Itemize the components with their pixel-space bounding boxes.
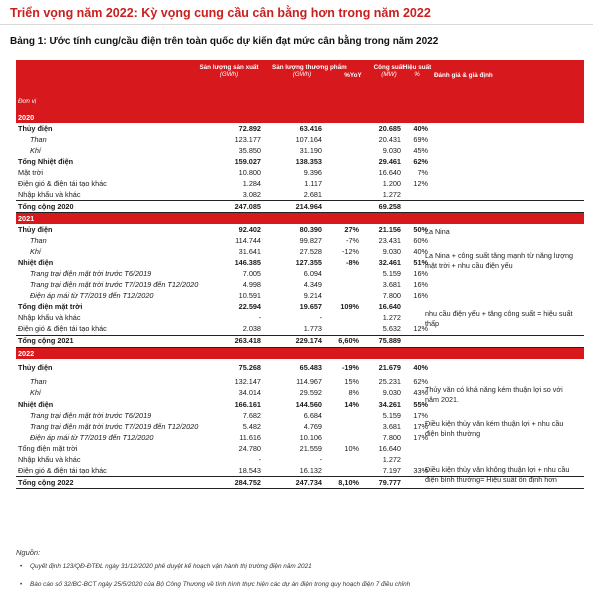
cell-commercial: 114.967 — [296, 377, 322, 387]
row-label: Tổng cộng 2021 — [18, 336, 74, 346]
row-label: Trang trại điện mặt trời trước T7/2019 đến T12/2020 — [30, 421, 199, 431]
table-row — [16, 280, 584, 291]
source-label: Nguồn: — [16, 548, 41, 557]
header-col-capacity: Công suất (MW) — [373, 64, 405, 79]
cell-commercial: 27.528 — [299, 246, 322, 256]
row-label: Khí — [30, 145, 41, 155]
section-year: 2021 — [18, 214, 35, 224]
cell-commercial: 31.190 — [299, 145, 322, 155]
cell-production: 1.284 — [242, 178, 261, 188]
cell-production: 5.482 — [242, 421, 261, 431]
cell-efficiency: 12% — [413, 178, 428, 188]
cell-commercial: 63.416 — [299, 123, 322, 133]
table-row — [16, 156, 584, 167]
row-label: Trang trại điện mặt trời trước T6/2019 — [30, 269, 152, 279]
header-col-commercial: Sản lượng thương phẩm (GWh) — [272, 64, 347, 79]
header-col-assessment: Đánh giá & giả định — [434, 72, 493, 79]
cell-yoy: 109% — [340, 302, 359, 312]
header-unit-label: Đơn vị — [18, 98, 37, 105]
cell-capacity: 1.272 — [382, 313, 401, 323]
cell-yoy: 6,60% — [338, 336, 359, 346]
cell-production: 284.752 — [234, 477, 261, 487]
cell-production: 3.082 — [242, 189, 261, 199]
row-label: Tổng cộng 2020 — [18, 201, 74, 211]
cell-yoy: 27% — [344, 224, 359, 234]
cell-commercial: 21.559 — [299, 443, 322, 453]
row-label: Tổng điện mặt trời — [18, 302, 83, 312]
cell-production: 7.682 — [242, 410, 261, 420]
cell-efficiency: 60% — [413, 235, 428, 245]
cell-efficiency: 16% — [413, 269, 428, 279]
cell-efficiency: 40% — [413, 246, 428, 256]
cell-commercial: 1.117 — [304, 178, 322, 188]
cell-capacity: 16.640 — [378, 167, 401, 177]
row-label: Điện áp mái từ T7/2019 đến T12/2020 — [30, 291, 154, 301]
cell-commercial: 6.094 — [303, 269, 322, 279]
cell-efficiency: 7% — [417, 167, 428, 177]
cell-efficiency: 16% — [413, 291, 428, 301]
cell-commercial: 247.734 — [295, 477, 322, 487]
cell-production: 123.177 — [234, 134, 261, 144]
cell-production: 35.850 — [238, 145, 261, 155]
cell-commercial: 4.769 — [303, 421, 322, 431]
cell-commercial: 80.390 — [299, 224, 322, 234]
cell-commercial: 99.827 — [299, 235, 322, 245]
cell-commercial: 6.684 — [303, 410, 322, 420]
cell-capacity: 3.681 — [382, 280, 401, 290]
table-row — [16, 291, 584, 302]
cell-capacity: 20.685 — [378, 123, 401, 133]
cell-capacity: 3.681 — [382, 421, 401, 431]
row-label: Tổng điện mặt trời — [18, 443, 78, 453]
table-row — [16, 145, 584, 156]
cell-efficiency: 43% — [413, 388, 428, 398]
section-header-2021 — [16, 213, 584, 224]
cell-production: 4.998 — [242, 280, 261, 290]
cell-production: 166.161 — [234, 399, 261, 409]
cell-yoy: -8% — [346, 258, 359, 268]
cell-efficiency: 40% — [413, 123, 428, 133]
cell-production: 146.385 — [234, 258, 261, 268]
cell-production: 132.147 — [234, 377, 261, 387]
cell-capacity: 69.258 — [378, 201, 401, 211]
cell-production: 7.005 — [242, 269, 261, 279]
table-row — [16, 189, 584, 200]
cell-commercial: 229.174 — [295, 336, 322, 346]
cell-capacity: 20.431 — [378, 134, 401, 144]
row-label: Mặt trời — [18, 167, 44, 177]
cell-capacity: 5.159 — [382, 410, 401, 420]
page-title: Triển vọng năm 2022: Kỳ vọng cung cầu cân bằng hơn trong năm 2022 — [10, 6, 431, 20]
cell-production: 2.038 — [242, 324, 261, 334]
cell-commercial: 65.483 — [299, 362, 322, 372]
header-col-efficiency: Hiệu suất % — [402, 64, 432, 79]
table-header — [16, 60, 584, 112]
note-2022-solar: Điều kiện thủy văn không thuận lợi + nhu cầu điện bình thường= Hiệu suất ổn định hơn — [425, 465, 570, 485]
row-label: Nhập khẩu và khác — [18, 313, 81, 323]
cell-production: 10.800 — [238, 167, 261, 177]
row-label: Trang trại điện mặt trời trước T6/2019 — [30, 410, 152, 420]
cell-production: 18.543 — [238, 465, 261, 475]
cell-commercial: 9.396 — [303, 167, 322, 177]
row-label: Nhập khẩu và khác — [18, 454, 81, 464]
table-row — [16, 178, 584, 189]
cell-production: 24.780 — [238, 443, 261, 453]
cell-capacity: 1.272 — [382, 454, 401, 464]
source-item: • Quyết định 123/QĐ-ĐTĐL ngày 31/12/2020 phê duyệt kế hoạch vận hành thị trường điện năm 2021 — [30, 563, 312, 570]
table-row — [16, 335, 584, 348]
row-label: Thủy điện — [18, 224, 53, 234]
cell-capacity: 9.030 — [382, 388, 401, 398]
cell-production: - — [258, 313, 261, 323]
cell-production: - — [258, 454, 261, 464]
cell-yoy: 15% — [344, 377, 359, 387]
cell-commercial: 214.964 — [295, 201, 322, 211]
row-label: Tổng Nhiệt điện — [18, 156, 74, 166]
cell-production: 92.402 — [238, 224, 261, 234]
cell-yoy: 14% — [344, 399, 359, 409]
cell-commercial: 2.681 — [303, 189, 322, 199]
cell-capacity: 9.030 — [382, 246, 401, 256]
cell-efficiency: 17% — [413, 421, 428, 431]
cell-commercial: 107.164 — [295, 134, 322, 144]
cell-production: 114.744 — [235, 235, 261, 245]
note-2021-solar: nhu cầu điện yếu + tăng công suất = hiệu suất thấp — [425, 309, 573, 329]
cell-production: 263.418 — [234, 336, 261, 346]
cell-commercial: - — [319, 454, 322, 464]
title-divider — [0, 24, 593, 25]
section-header-2022 — [16, 348, 584, 359]
note-2021-hydro: La Nina — [425, 227, 450, 236]
row-label: Trang trại điện mặt trời trước T7/2019 đến T12/2020 — [30, 280, 199, 290]
cell-yoy: -7% — [346, 235, 359, 245]
table-row — [16, 167, 584, 178]
cell-production: 72.892 — [238, 123, 261, 133]
cell-yoy: 8,10% — [338, 477, 359, 487]
cell-capacity: 21.679 — [378, 362, 401, 372]
cell-yoy: -12% — [341, 246, 359, 256]
cell-efficiency: 40% — [413, 362, 428, 372]
table-row — [16, 454, 584, 465]
cell-efficiency: 62% — [413, 377, 428, 387]
cell-capacity: 34.261 — [378, 399, 401, 409]
cell-capacity: 7.800 — [382, 432, 401, 442]
cell-efficiency: 55% — [413, 399, 428, 409]
cell-production: 159.027 — [234, 156, 261, 166]
cell-capacity: 21.156 — [378, 224, 401, 234]
row-label: Khí — [30, 388, 41, 398]
row-label: Khí — [30, 246, 41, 256]
table-row — [16, 200, 584, 213]
cell-commercial: 138.353 — [295, 156, 322, 166]
row-label: Nhập khẩu và khác — [18, 189, 81, 199]
row-label: Điện áp mái từ T7/2019 đến T12/2020 — [30, 432, 154, 442]
cell-yoy: -19% — [341, 362, 359, 372]
cell-commercial: - — [319, 313, 322, 323]
cell-capacity: 16.640 — [378, 302, 401, 312]
row-label: Điện gió & điện tái tạo khác — [18, 178, 107, 188]
cell-commercial: 16.132 — [299, 465, 322, 475]
cell-commercial: 9.214 — [303, 291, 322, 301]
cell-efficiency: 12% — [413, 324, 428, 334]
cell-efficiency: 50% — [413, 224, 428, 234]
cell-production: 247.085 — [234, 201, 261, 211]
cell-commercial: 1.773 — [303, 324, 322, 334]
table-row — [16, 123, 584, 134]
section-header-2020 — [16, 112, 584, 123]
row-label: Tổng cộng 2022 — [18, 477, 74, 487]
row-label: Thủy điện — [18, 123, 53, 133]
row-label: Nhiệt điện — [18, 399, 54, 409]
cell-capacity: 25.231 — [378, 377, 401, 387]
cell-efficiency: 33% — [413, 465, 428, 475]
cell-capacity: 32.461 — [378, 258, 401, 268]
cell-capacity: 29.461 — [378, 156, 401, 166]
cell-efficiency: 69% — [413, 134, 428, 144]
row-label: Nhiệt điện — [18, 258, 54, 268]
cell-capacity: 1.200 — [382, 178, 401, 188]
note-2022-hydro: Thủy văn có khả năng kém thuận lợi so với năm 2021. — [425, 385, 563, 405]
cell-commercial: 4.349 — [303, 280, 322, 290]
cell-capacity: 5.632 — [382, 324, 401, 334]
cell-capacity: 16.640 — [378, 443, 401, 453]
cell-capacity: 75.889 — [378, 336, 401, 346]
table-row — [16, 443, 584, 454]
note-2021-coal: La Nina + công suất tăng mạnh từ năng lượng mặt trời + nhu cầu điện yếu — [425, 251, 574, 271]
cell-capacity: 5.159 — [382, 269, 401, 279]
cell-efficiency: 45% — [413, 145, 428, 155]
cell-efficiency: 17% — [413, 432, 428, 442]
source-item: • Báo cáo số 32/BC-BCT ngày 25/5/2020 của Bộ Công Thương về tình hình thực hiện các dự án điện trong quy hoạch điện 7 điều chỉnh — [30, 581, 410, 588]
cell-capacity: 7.800 — [382, 291, 401, 301]
cell-production: 10.591 — [238, 291, 261, 301]
header-col-yoy: %YoY — [344, 72, 362, 79]
cell-capacity: 9.030 — [382, 145, 401, 155]
section-year: 2020 — [18, 113, 35, 122]
row-label: Than — [30, 377, 47, 387]
table-row — [16, 359, 584, 377]
cell-commercial: 144.560 — [295, 399, 322, 409]
row-label: Điện gió & điện tái tạo khác — [18, 324, 107, 334]
cell-efficiency: 17% — [413, 410, 428, 420]
cell-commercial: 19.657 — [299, 302, 322, 312]
cell-commercial: 10.106 — [299, 432, 322, 442]
cell-production: 22.594 — [238, 302, 261, 312]
table-row — [16, 134, 584, 145]
note-2022-coal: Điều kiện thủy văn kém thuận lợi + nhu cầu điện bình thường — [425, 419, 564, 439]
cell-yoy: 8% — [348, 388, 359, 398]
cell-production: 11.616 — [239, 432, 261, 442]
header-col-production: Sản lượng sản xuất (GWh) — [199, 64, 259, 79]
cell-efficiency: 16% — [413, 280, 428, 290]
row-label: Thủy điện — [18, 362, 53, 372]
cell-commercial: 29.592 — [299, 388, 322, 398]
table-title: Bảng 1: Ước tính cung/cầu điện trên toàn quốc dự kiến đạt mức cân bằng trong năm 2022 — [10, 36, 439, 47]
cell-yoy: 10% — [344, 443, 359, 453]
cell-capacity: 79.777 — [378, 477, 401, 487]
cell-production: 31.641 — [238, 246, 261, 256]
cell-efficiency: 62% — [413, 156, 428, 166]
cell-efficiency: 51% — [413, 258, 428, 268]
cell-capacity: 1.272 — [382, 189, 401, 199]
cell-capacity: 7.197 — [382, 465, 401, 475]
row-label: Than — [30, 134, 47, 144]
row-label: Điện gió & điện tái tạo khác — [18, 465, 107, 475]
row-label: Than — [30, 235, 47, 245]
cell-production: 75.268 — [238, 362, 261, 372]
cell-commercial: 127.355 — [295, 258, 322, 268]
cell-capacity: 23.431 — [378, 235, 401, 245]
cell-production: 34.014 — [238, 388, 261, 398]
section-year: 2022 — [18, 348, 35, 358]
